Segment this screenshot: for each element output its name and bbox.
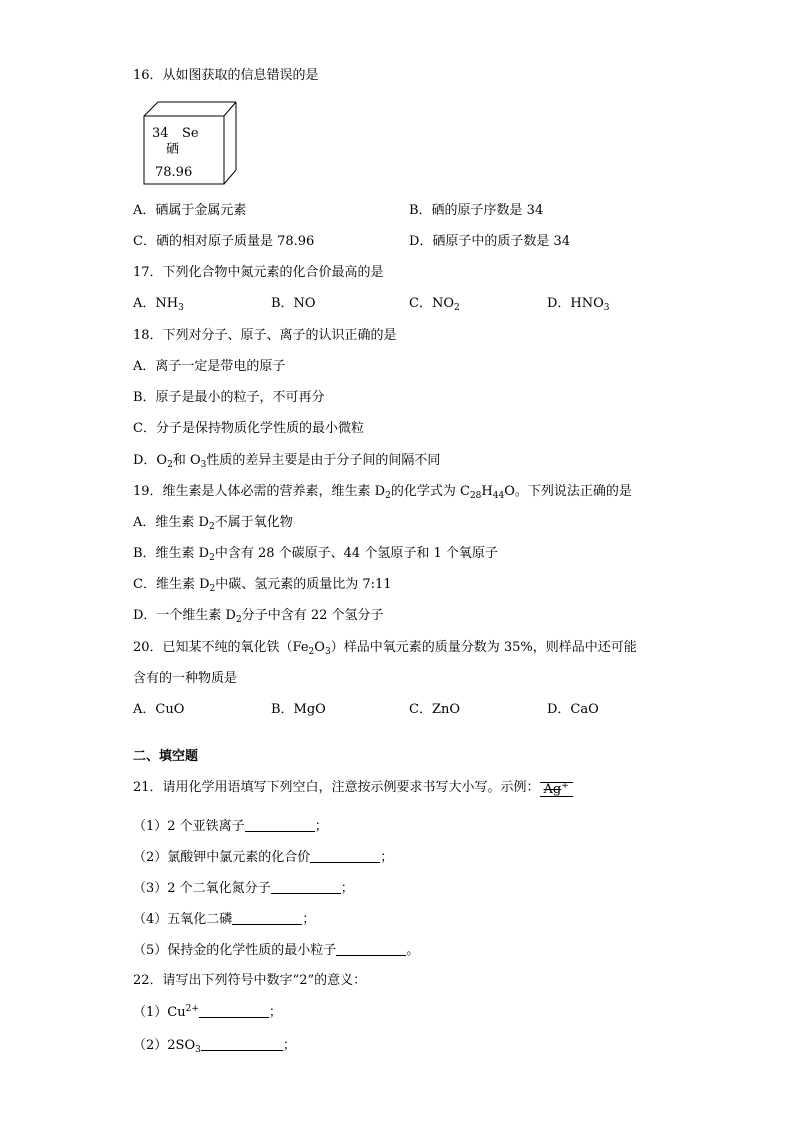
- q16-stem: 16．从如图获取的信息错误的是: [133, 68, 319, 83]
- q18-option-c: C．分子是保持物质化学性质的最小微粒: [133, 421, 364, 436]
- q18-option-d: D．$O_2$和 $O_3$性质的差异主要是由于分子间的间隔不同: [133, 453, 441, 470]
- q20-option-c: C．ZnO: [409, 702, 461, 717]
- q18-stem: 18．下列对分子、原子、离子的认识正确的是: [133, 328, 397, 343]
- element-name: 硒: [166, 142, 180, 157]
- q20-stem: 20．已知某不纯的氧化铁$(Fe_2O_3)$样品中氧元素的质量分数为 35%，则样品中还可能: [133, 640, 637, 657]
- q22-item-1: $(1)Cu^{2+}$ ；: [133, 1004, 282, 1020]
- element-mass: 78.96: [155, 165, 193, 180]
- q22-stem: 22．请写出下列符号中数字“2”的意义：: [133, 973, 367, 988]
- q21-example: Ag+: [540, 782, 573, 797]
- q20-option-d: D．CaO: [547, 702, 599, 717]
- q20-option-a: A．CuO: [133, 702, 185, 717]
- q21-item-4: （4）五氧化二磷 ；: [133, 912, 316, 927]
- q17-stem: 17．下列化合物中氮元素的化合价最高的是: [133, 265, 384, 280]
- q19-option-a: A．维生素 $D_2$不属于氧化物: [133, 515, 293, 532]
- q20-stem-line2: 含有的一种物质是: [133, 671, 238, 686]
- answer-blank[interactable]: [310, 849, 380, 863]
- q21-item-3: （3）2 个二氧化氮分子 ；: [133, 881, 354, 896]
- q21-item-2: （2）氯酸钾中氯元素的化合价 ；: [133, 850, 394, 865]
- answer-blank[interactable]: [201, 1037, 283, 1051]
- q16-option-d: D．硒原子中的质子数是 34: [409, 234, 571, 249]
- answer-blank[interactable]: [199, 1004, 269, 1018]
- q19-option-b: B．维生素 $D_2$中含有 28 个碳原子、44 个氢原子和 1 个氧原子: [133, 546, 498, 563]
- q21-item-5: （5）保持金的化学性质的最小粒子 。: [133, 943, 420, 958]
- answer-blank[interactable]: [336, 942, 406, 956]
- answer-blank[interactable]: [271, 880, 341, 894]
- q18-option-a: A．离子一定是带电的原子: [133, 359, 286, 374]
- section-title: 二、填空题: [133, 749, 199, 764]
- q16-option-b: B．硒的原子序数是 34: [409, 203, 544, 218]
- q16-option-c: C．硒的相对原子质量是 78.96: [133, 234, 315, 249]
- q20-option-b: B．MgO: [271, 702, 326, 717]
- answer-blank[interactable]: [232, 911, 302, 925]
- q19-option-c: C．维生素 $D_2$中碳、氢元素的质量比为 7:11: [133, 577, 392, 594]
- q18-option-b: B．原子是最小的粒子，不可再分: [133, 390, 325, 405]
- element-symbol: Se: [182, 126, 199, 141]
- answer-blank[interactable]: [245, 818, 315, 832]
- q22-item-2: $(2)2SO_3$ ；: [133, 1038, 296, 1055]
- q17-option-d: D．$HNO_3$: [547, 296, 610, 313]
- element-atomic-number: 34: [152, 126, 169, 141]
- q19-option-d: D．一个维生素 $D_2$分子中含有 22 个氢分子: [133, 608, 384, 625]
- q21-stem: 21．请用化学用语填写下列空白，注意按示例要求书写大小写。示例： Ag+: [133, 780, 573, 797]
- q19-stem: 19．维生素是人体必需的营养素，维生素 $D_2$的化学式为 $C_{28}H_{44}O$。下列说法正确的是: [133, 484, 632, 501]
- q17-option-c: C．$NO_2$: [409, 296, 460, 313]
- q16-option-a: A．硒属于金属元素: [133, 203, 247, 218]
- q17-option-a: A．$NH_3$: [133, 296, 184, 313]
- q17-option-b: B．NO: [271, 296, 316, 311]
- q21-item-1: （1）2 个亚铁离子 ；: [133, 819, 328, 834]
